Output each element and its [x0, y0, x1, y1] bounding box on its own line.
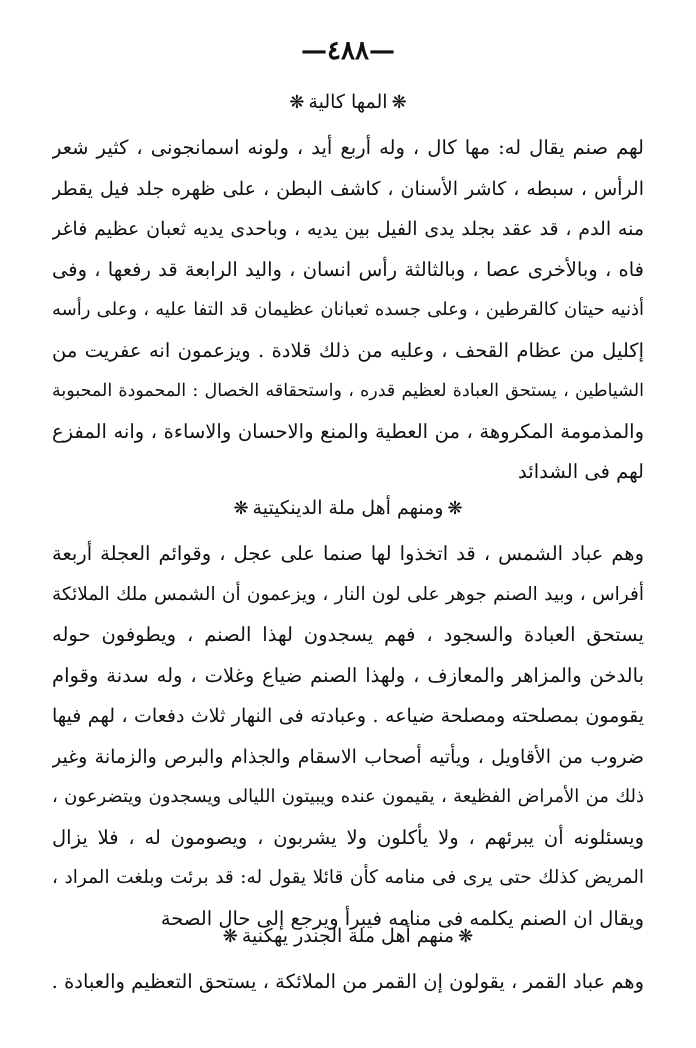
- section-paragraph-mahakaliya: [52, 128, 644, 493]
- text-line: أفراس ، وبيد الصنم جوهر على لون النار ، ويزعمون أن الشمس ملك الملائكة: [52, 583, 644, 605]
- section-heading-text: منهم أهل ملة الجندر يهكنية: [241, 925, 455, 947]
- section-heading-jandarihakiya: [0, 925, 696, 947]
- text-line: أذنيه حيتان كالقرطين ، وعلى جسده ثعبانان عظيمان قد التفا عليه ، وعلى رأسه: [52, 299, 644, 320]
- ornament-icon: ❋: [458, 926, 474, 947]
- section-heading-text: ومنهم أهل ملة الدينكيتية: [252, 497, 444, 519]
- section-paragraph-jandarihakiya: [52, 962, 644, 1003]
- text-line: إكليل من عظام القحف ، وعليه من ذلك قلادة . ويزعمون انه عفريت من: [52, 338, 644, 362]
- text-line: يقومون بمصلحته ومصلحة ضياعه . وعبادته فى النهار ثلاث دفعات ، لهم فيها: [52, 705, 644, 727]
- section-heading-text: المها كالية: [308, 91, 388, 113]
- text-line: الشياطين ، يستحق العبادة لعظيم قدره ، واستحقاقه الخصال : المحمودة المحبوبة: [52, 381, 644, 401]
- ornament-icon: ❋: [289, 92, 305, 113]
- text-line: المريض كذلك حتى يرى فى منامه كأن قائلا يقول له: قد برئت وبلغت المراد ،: [52, 867, 644, 888]
- ornament-icon: ❋: [391, 92, 407, 113]
- section-heading-mahakaliya: [0, 91, 696, 113]
- text-line: ويسئلونه أن يبرئهم ، ولا يأكلون ولا يشربون ، ويصومون له ، فلا يزال: [52, 825, 644, 849]
- text-line: الرأس ، سبطه ، كاشر الأسنان ، كاشف البطن ، على ظهره جلد فيل يقطر: [52, 177, 644, 200]
- text-line: وهم عباد الشمس ، قد اتخذوا لها صنما على عجل ، وقوائم العجلة أربعة: [52, 542, 644, 565]
- ornament-icon: ❋: [233, 498, 249, 519]
- text-line: فاه ، وبالأخرى عصا ، وبالثالثة رأس انسان ، واليد الرابعة قد رفعها ، وفى: [52, 257, 644, 281]
- text-line: ضروب من الأقاويل ، ويأتيه أصحاب الاسقام والجذام والبرص والزمانة وغير: [52, 745, 644, 768]
- text-line: ويقال ان الصنم يكلمه فى منامه فيبرأ ويرجع إلى حال الصحة: [160, 906, 644, 930]
- text-line: منه الدم ، قد عقد بجلد يدى الفيل بين يديه ، وباحدى يديه ثعبان عظيم فاغر: [52, 218, 644, 240]
- text-line: لهم فى الشدائد: [518, 460, 644, 483]
- section-paragraph-dinkitiya: [52, 534, 644, 939]
- text-line: لهم صنم يقال له: مها كال ، وله أربع أيد ، ولونه اسمانجونى ، كثير شعر: [52, 136, 644, 159]
- page-number: —٤٨٨—: [301, 36, 395, 66]
- text-line: وهم عباد القمر ، يقولون إن القمر من الملائكة ، يستحق التعظيم والعبادة .: [52, 970, 644, 993]
- ornament-icon: ❋: [447, 498, 463, 519]
- text-line: والمذمومة المكروهة ، من العطية والمنع والاحسان والاساءة ، وانه المفزع: [52, 419, 644, 443]
- section-heading-dinkitiya: [0, 497, 696, 519]
- text-line: بالدخن والمزاهر والمعازف ، ولهذا الصنم ضياع وغلات ، وله سدنة وقوام: [52, 663, 644, 687]
- text-line: يستحق العبادة والسجود ، فهم يسجدون لهذا الصنم ، ويطوفون حوله: [52, 623, 644, 646]
- ornament-icon: ❋: [222, 926, 238, 947]
- text-line: ذلك من الأمراض الفظيعة ، يقيمون عنده ويبيتون الليالى ويسجدون ويتضرعون ،: [52, 786, 644, 807]
